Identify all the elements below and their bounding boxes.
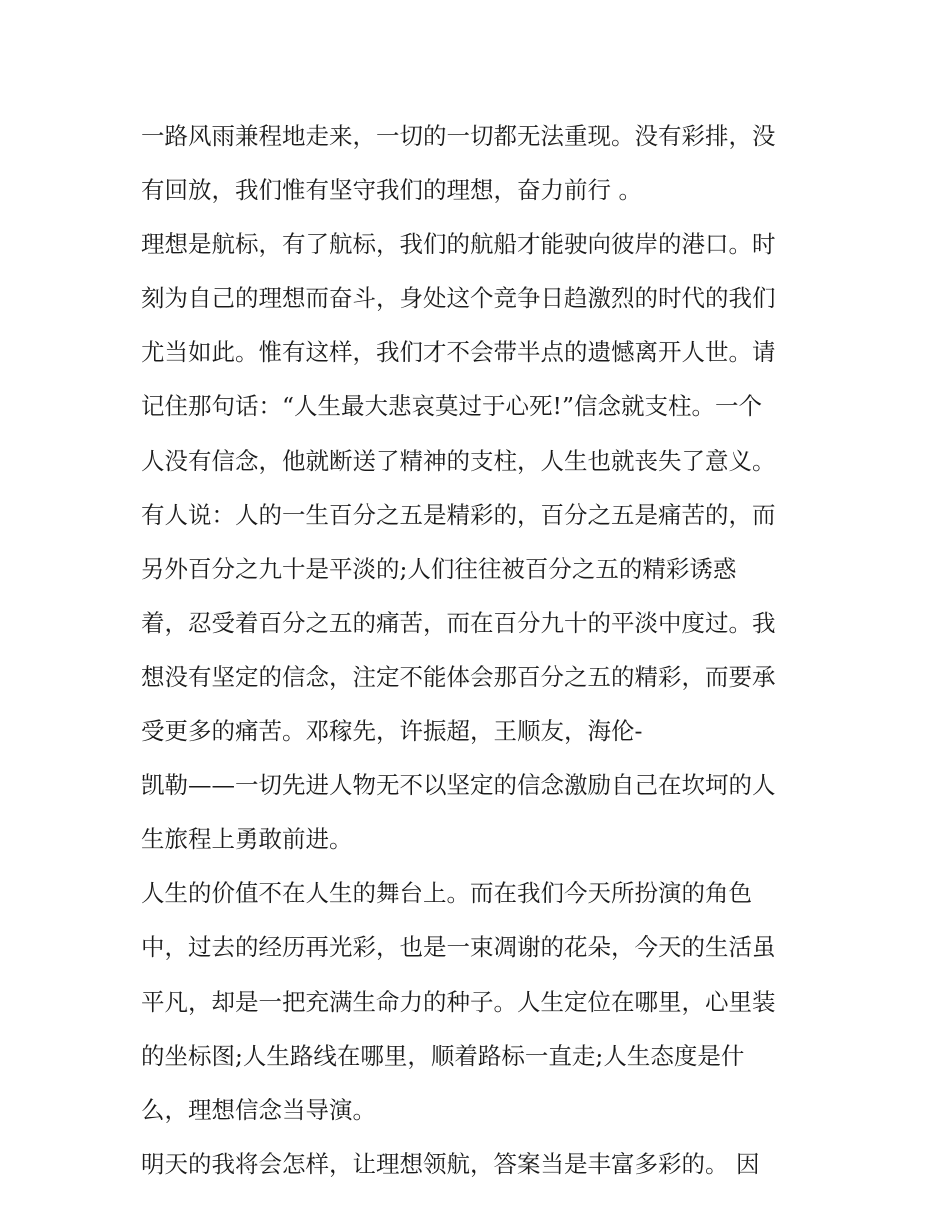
text-line: 中，过去的经历再光彩，也是一束凋谢的花朵，今天的生活虽: [141, 933, 776, 962]
text-line: 生旅程上勇敢前进。: [141, 825, 353, 854]
text-line: 着，忍受着百分之五的痛苦，而在百分九十的平淡中度过。我: [141, 608, 776, 637]
text-line: 的坐标图;人生路线在哪里，顺着路标一直走;人生态度是什: [141, 1041, 745, 1070]
text-line: 人没有信念，他就断送了精神的支柱，人生也就丧失了意义。: [141, 446, 776, 475]
text-line: 记住那句话：“人生最大悲哀莫过于心死!”信念就支柱。一个: [141, 392, 762, 421]
text-line: 想没有坚定的信念，注定不能体会那百分之五的精彩，而要承: [141, 662, 776, 691]
text-line: 平凡，却是一把充满生命力的种子。人生定位在哪里，心里装: [141, 987, 776, 1016]
text-line: 么，理想信念当导演。: [141, 1095, 376, 1124]
text-line: 一路风雨兼程地走来，一切的一切都无法重现。没有彩排，没: [141, 122, 776, 150]
text-line: 有人说：人的一生百分之五是精彩的，百分之五是痛苦的，而: [141, 500, 776, 529]
text-line: 尤当如此。惟有这样，我们才不会带半点的遗憾离开人世。请: [141, 338, 776, 367]
text-line: 凯勒——一切先进人物无不以坚定的信念激励自己在坎坷的人: [141, 771, 776, 800]
text-line: 人生的价值不在人生的舞台上。而在我们今天所扮演的角色: [141, 879, 752, 908]
text-line: 理想是航标，有了航标，我们的航船才能驶向彼岸的港口。时: [141, 230, 776, 259]
text-line: 另外百分之九十是平淡的;人们往往被百分之五的精彩诱惑: [141, 554, 737, 583]
text-line: 有回放，我们惟有坚守我们的理想，奋力前行 。: [141, 176, 642, 205]
document-body: [141, 109, 821, 1191]
text-line: 受更多的痛苦。邓稼先，许振超，王顺友，海伦-: [141, 717, 643, 746]
text-line: 刻为自己的理想而奋斗，身处这个竞争日趋激烈的时代的我们: [141, 284, 776, 313]
text-line: 明天的我将会怎样，让理想领航，答案当是丰富多彩的。 因: [141, 1149, 760, 1178]
